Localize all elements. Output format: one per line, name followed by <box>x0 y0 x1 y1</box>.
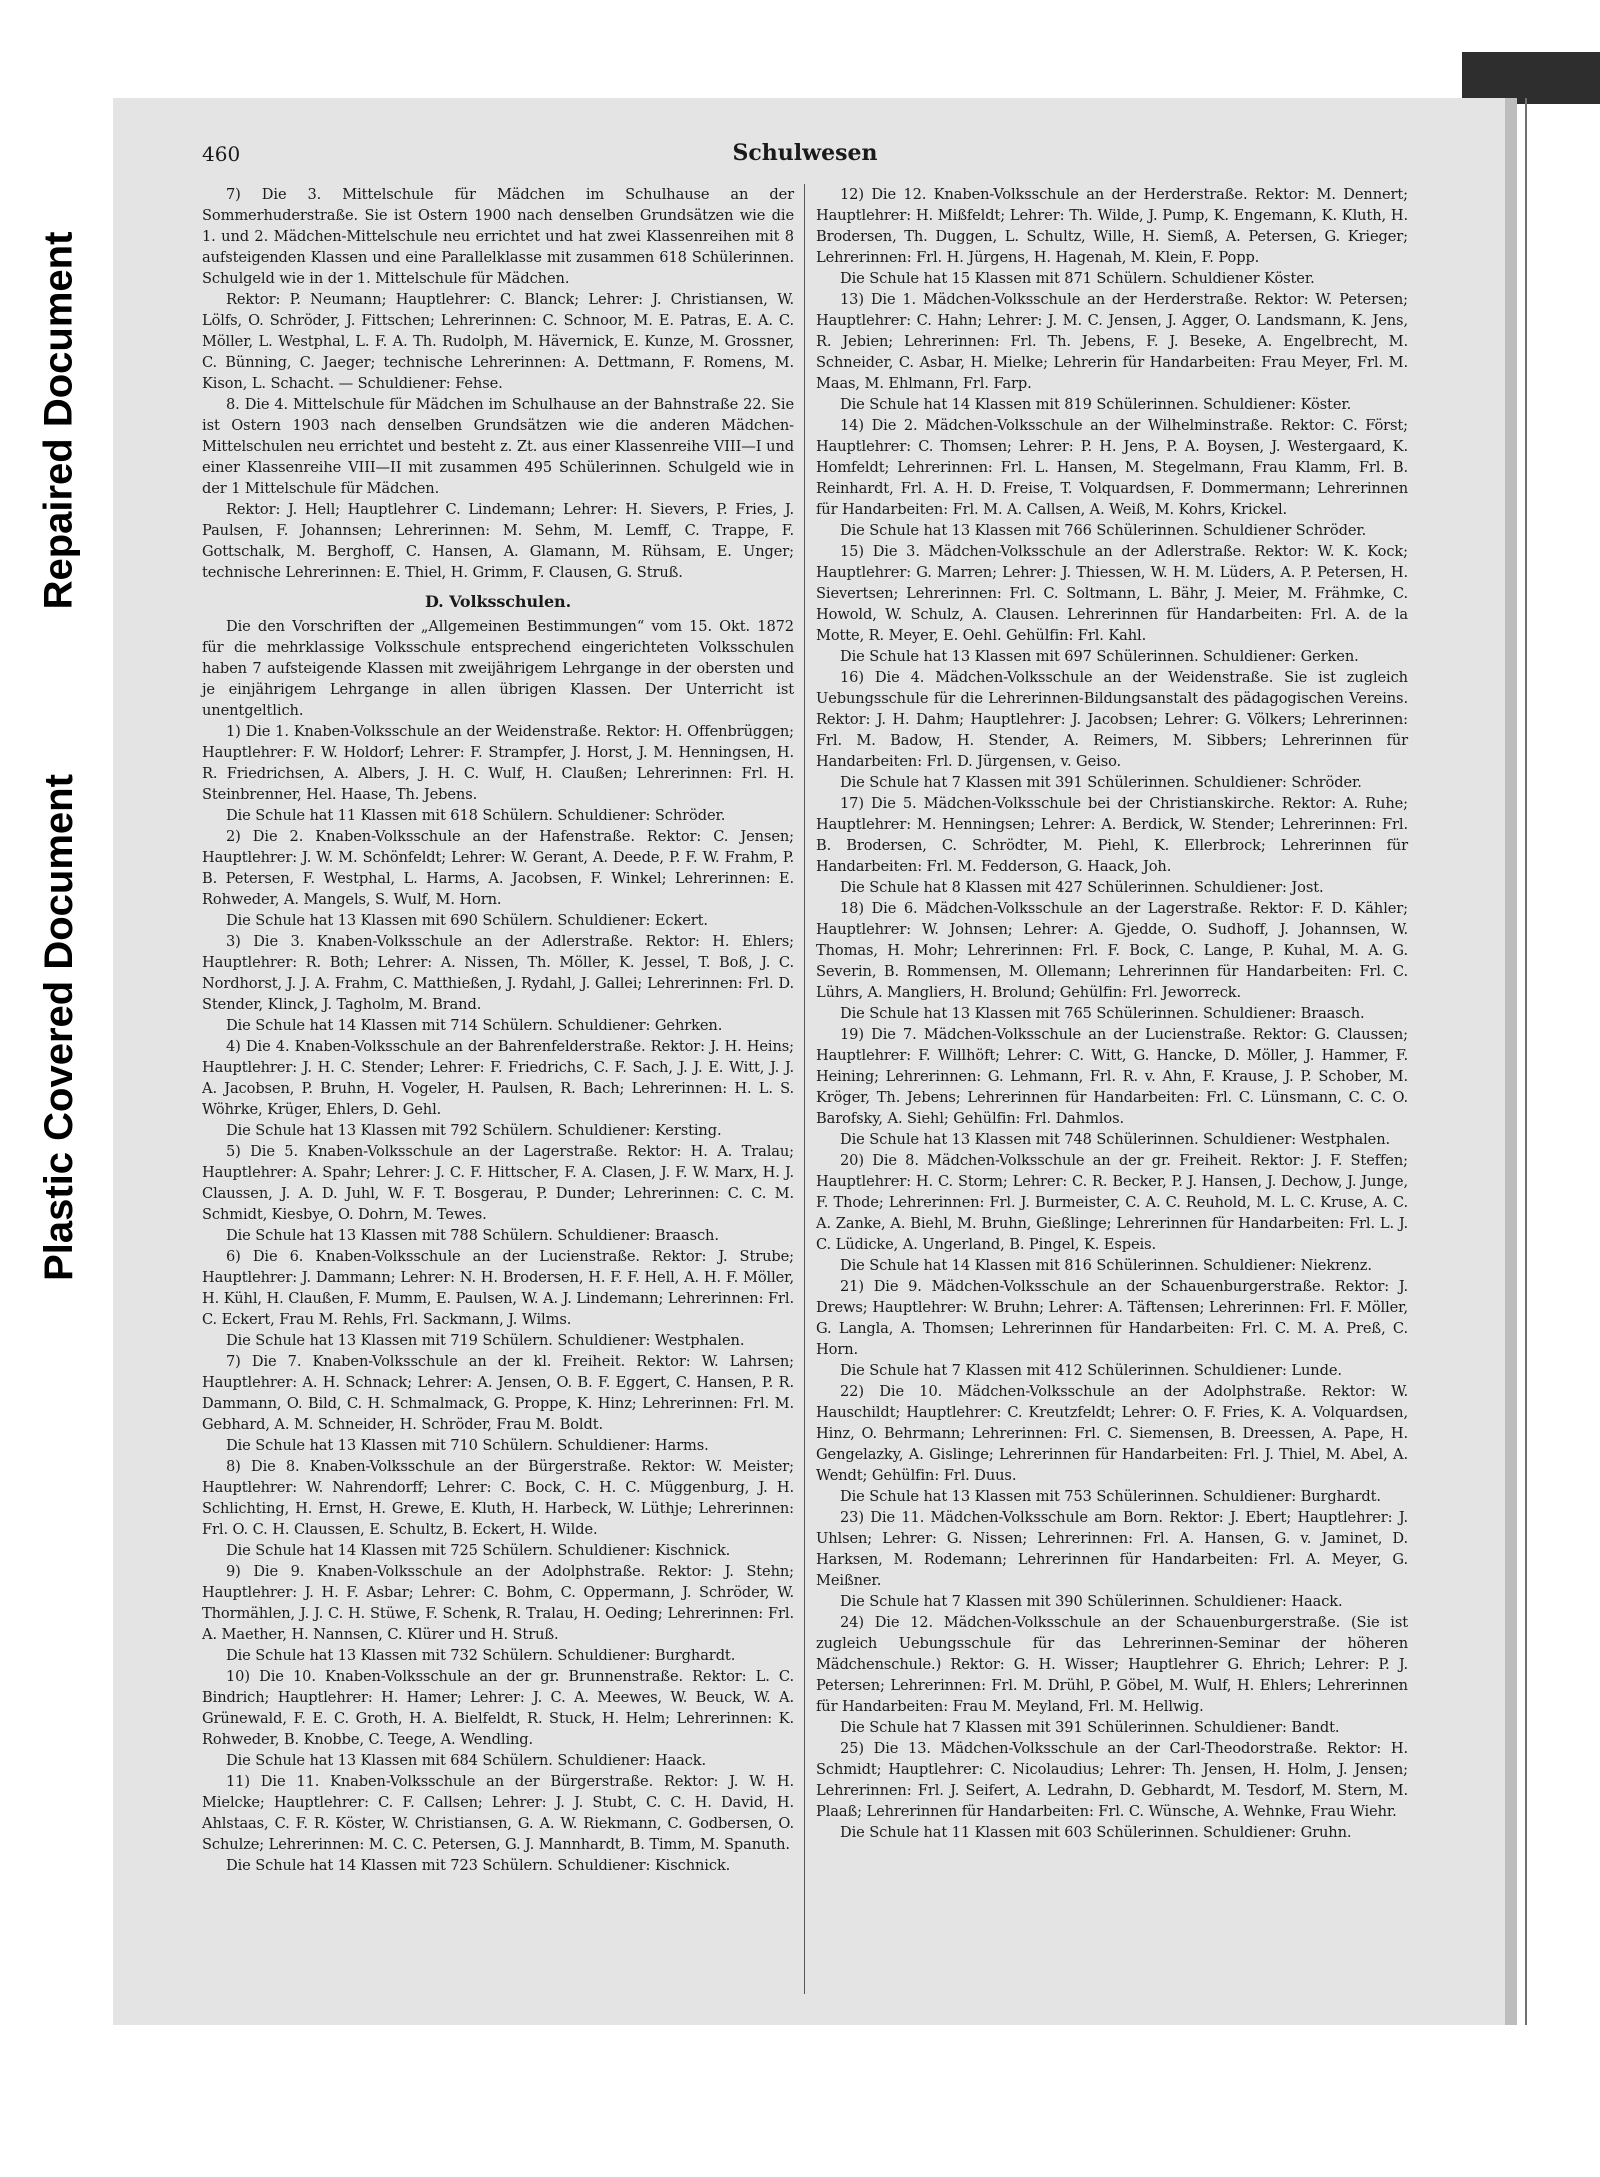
paragraph: 8. Die 4. Mittelschule für Mädchen im Schulhause an der Bahnstraße 22. Sie ist Ostern 1903 nach denselben Grundsätzen wie die anderen Mädchen-Mittelschulen neu errichtet und besteht z. Zt. aus einer Klassenreihe VIII—I und einer Klassenreihe VIII—II mit zusammen 495 Schülerinnen. Schulgeld wie in der 1 Mittelschule für Mädchen. <box>202 396 794 497</box>
paragraph: 8) Die 8. Knaben-Volksschule an der Bürgerstraße. Rektor: W. Meister; Hauptlehrer: W. Nahrendorff; Lehrer: C. Bock, C. H. C. Müggenburg, J. H. Schlichting, H. Ernst, H. Grewe, E. Kluth, H. Harbeck, W. Lüthje; Lehrerinnen: Frl. O. C. H. Claussen, E. Schultz, B. Eckert, H. Wilde. <box>202 1458 794 1538</box>
paragraph: Die Schule hat 15 Klassen mit 871 Schülern. Schuldiener Köster. <box>840 270 1315 287</box>
paragraph: Die Schule hat 7 Klassen mit 391 Schülerinnen. Schuldiener: Schröder. <box>840 774 1362 791</box>
paragraph: 24) Die 12. Mädchen-Volksschule an der Schauenburgerstraße. (Sie ist zugleich Uebungsschule für das Lehrerinnen-Seminar der höheren Mädchenschule.) Rektor: G. H. Wisser; Hauptlehrer G. Ehrich; Lehrer: P. J. Petersen; Lehrerinnen: Frl. M. Drühl, P. Göbel, M. Wulf, H. Ehlers; Lehrerinnen für Handarbeiten: Frau M. Meyland, Frl. M. Hellwig. <box>816 1614 1408 1715</box>
paragraph: 22) Die 10. Mädchen-Volksschule an der Adolphstraße. Rektor: W. Hauschildt; Hauptlehrer: C. Kreutzfeldt; Lehrer: O. F. Fries, K. A. Volquardsen, Hinz, O. Behrmann; Lehrerinnen: Frl. C. Siemensen, B. Dreessen, A. Pape, H. Gengelazky, A. Gislinge; Lehrerinnen für Handarbeiten: Frl. J. Thiel, M. Abel, A. Wendt; Gehülfin: Frl. Duus. <box>816 1383 1408 1484</box>
paragraph: Die Schule hat 13 Klassen mit 697 Schülerinnen. Schuldiener: Gerken. <box>840 648 1359 665</box>
paragraph: Die Schule hat 7 Klassen mit 390 Schülerinnen. Schuldiener: Haack. <box>840 1593 1343 1610</box>
section-heading: D. Volksschulen. <box>424 592 572 611</box>
paragraph: Die Schule hat 13 Klassen mit 684 Schülern. Schuldiener: Haack. <box>226 1752 707 1769</box>
paragraph: Die Schule hat 13 Klassen mit 792 Schülern. Schuldiener: Kersting. <box>226 1122 722 1139</box>
scanned-page-edge <box>1505 98 1517 2025</box>
paragraph: Die den Vorschriften der „Allgemeinen Bestimmungen“ vom 15. Okt. 1872 für die mehrklassige Volksschule entsprechend eingerichteten Volksschulen haben 7 aufsteigende Klassen mit zweijährigem Lehrgange in der obersten und je einjährigem Lehrgange in allen übrigen Klassen. Der Unterricht ist unentgeltlich. <box>202 618 794 719</box>
paragraph: 17) Die 5. Mädchen-Volksschule bei der Christianskirche. Rektor: A. Ruhe; Hauptlehrer: M. Henningsen; Lehrer: A. Berdick, W. Stender; Lehrerinnen: Frl. B. Brodersen, C. Schrödter, M. Piehl, K. Ellerbrock; Lehrerinnen für Handarbeiten: Frl. M. Fedderson, G. Haack, Joh. <box>816 795 1408 875</box>
paragraph: Die Schule hat 14 Klassen mit 723 Schülern. Schuldiener: Kischnick. <box>226 1857 731 1874</box>
paragraph: 2) Die 2. Knaben-Volksschule an der Hafenstraße. Rektor: C. Jensen; Hauptlehrer: J. W. M. Schönfeldt; Lehrer: W. Gerant, A. Deede, P. F. W. Frahm, P. B. Petersen, F. Westphal, L. Harms, A. Jacobsen, F. Winkel; Lehrerinnen: E. Rohweder, A. Mangels, S. Wulf, M. Horn. <box>202 828 794 908</box>
paragraph: Die Schule hat 7 Klassen mit 391 Schülerinnen. Schuldiener: Bandt. <box>840 1719 1340 1736</box>
page-right-rule <box>1525 98 1527 2025</box>
paragraph: Die Schule hat 11 Klassen mit 603 Schülerinnen. Schuldiener: Gruhn. <box>840 1824 1352 1841</box>
paragraph: Rektor: P. Neumann; Hauptlehrer: C. Blanck; Lehrer: J. Christiansen, W. Lölfs, O. Schröder, J. Fittschen; Lehrerinnen: C. Schnoor, M. E. Patras, E. A. C. Möller, L. Westphal, L. F. A. Th. Rudolph, M. Hävernick, E. Kunze, M. Grossner, C. Bünning, C. Jaeger; technische Lehrerinnen: A. Dettmann, F. Romens, M. Kison, L. Schacht. — Schuldiener: Fehse. <box>202 291 794 392</box>
paragraph: 11) Die 11. Knaben-Volksschule an der Bürgerstraße. Rektor: J. W. H. Mielcke; Hauptlehrer: C. F. Callsen; Lehrer: J. J. Stubt, C. C. H. David, H. Ahlstaas, C. F. R. Köster, W. Christiansen, G. A. W. Riekmann, C. Godbersen, O. Schulze; Lehrerinnen: M. C. C. Petersen, G. J. Mannhardt, B. Timm, M. Spanuth. <box>202 1773 794 1853</box>
paragraph: 21) Die 9. Mädchen-Volksschule an der Schauenburgerstraße. Rektor: J. Drews; Hauptlehrer: W. Bruhn; Lehrer: A. Täftensen; Lehrerinnen: Frl. F. Möller, G. Langla, A. Thomsen; Lehrerinnen für Handarbeiten: Frl. C. M. A. Preß, C. Horn. <box>816 1278 1408 1358</box>
paragraph: Die Schule hat 14 Klassen mit 725 Schülern. Schuldiener: Kischnick. <box>226 1542 731 1559</box>
plastic-covered-document-label <box>4 755 114 1300</box>
paragraph: 7) Die 3. Mittelschule für Mädchen im Schulhause an der Sommerhuderstraße. Sie ist Ostern 1900 nach denselben Grundsätzen wie die 1. und 2. Mädchen-Mittelschule neu errichtet und hat zwei Klassenreihen mit 8 aufsteigenden Klassen und eine Parallelklasse mit zusammen 618 Schülerinnen. Schulgeld wie in der 1. Mittelschule für Mädchen. <box>202 186 794 287</box>
paragraph: Die Schule hat 13 Klassen mit 788 Schülern. Schuldiener: Braasch. <box>226 1227 719 1244</box>
repaired-document-label <box>4 150 114 690</box>
paragraph: 20) Die 8. Mädchen-Volksschule an der gr. Freiheit. Rektor: J. F. Steffen; Hauptlehrer: H. C. Storm; Lehrer: C. R. Becker, P. J. Hansen, J. Dechow, J. Junge, F. Thode; Lehrerinnen: Frl. J. Burmeister, C. A. C. Reuhold, M. L. C. Kruse, A. C. A. Zanke, A. Biehl, M. Bruhn, Gießlinge; Lehrerinnen für Handarbeiten: Frl. L. J. C. Lüdicke, A. Ungerland, B. Pingel, K. Espeis. <box>816 1152 1408 1253</box>
paragraph: Die Schule hat 8 Klassen mit 427 Schülerinnen. Schuldiener: Jost. <box>840 879 1324 896</box>
plastic-covered-document-label-text: Plastic Covered Document <box>36 774 81 1281</box>
paragraph: 16) Die 4. Mädchen-Volksschule an der Weidenstraße. Sie ist zugleich Uebungsschule für die Lehrerinnen-Bildungsanstalt des pädagogischen Vereins. Rektor: J. H. Dahm; Hauptlehrer: J. Jacobsen; Lehrer: G. Völkers; Lehrerinnen: Frl. M. Badow, H. Stender, A. Reimers, M. Sibbers; Lehrerinnen für Handarbeiten: Frl. D. Jürgensen, v. Geiso. <box>816 669 1408 770</box>
dark-corner-tab <box>1462 52 1600 104</box>
column-divider <box>804 184 805 1994</box>
paragraph: Die Schule hat 14 Klassen mit 819 Schülerinnen. Schuldiener: Köster. <box>840 396 1352 413</box>
paragraph: 15) Die 3. Mädchen-Volksschule an der Adlerstraße. Rektor: W. K. Kock; Hauptlehrer: G. Marren; Lehrer: J. Thiessen, W. H. M. Lüders, A. P. Petersen, H. Sievertsen; Lehrerinnen: Frl. C. Soltmann, L. Bähr, J. Meier, M. Frähmke, C. Howold, W. Schulz, A. Clausen. Lehrerinnen für Handarbeiten: Frl. A. de la Motte, R. Meyer, E. Oehl. Gehülfin: Frl. Kahl. <box>816 543 1408 644</box>
paragraph: 3) Die 3. Knaben-Volksschule an der Adlerstraße. Rektor: H. Ehlers; Hauptlehrer: R. Both; Lehrer: A. Nissen, Th. Möller, K. Jessel, T. Boß, J. C. Nordhorst, J. J. A. Frahm, C. Matthießen, J. Rydahl, J. Gallei; Lehrerinnen: Frl. D. Stender, Klinck, J. Tagholm, M. Brand. <box>202 933 794 1013</box>
paragraph: Die Schule hat 13 Klassen mit 719 Schülern. Schuldiener: Westphalen. <box>226 1332 745 1349</box>
paragraph: Die Schule hat 13 Klassen mit 732 Schülern. Schuldiener: Burghardt. <box>226 1647 736 1664</box>
paragraph: Die Schule hat 13 Klassen mit 753 Schülerinnen. Schuldiener: Burghardt. <box>840 1488 1381 1505</box>
page-header <box>202 140 1408 176</box>
page-title: Schulwesen <box>732 140 878 166</box>
paragraph: Die Schule hat 14 Klassen mit 816 Schülerinnen. Schuldiener: Niekrenz. <box>840 1257 1372 1274</box>
paragraph: 10) Die 10. Knaben-Volksschule an der gr. Brunnenstraße. Rektor: L. C. Bindrich; Hauptlehrer: H. Hamer; Lehrer: J. C. A. Meewes, W. Beuck, W. A. Grünewald, F. E. C. Groth, H. A. Bielfeldt, R. Stuck, H. Helm; Lehrerinnen: K. Rohweder, B. Knobbe, C. Teege, A. Wendling. <box>202 1668 794 1748</box>
paragraph: 9) Die 9. Knaben-Volksschule an der Adolphstraße. Rektor: J. Stehn; Hauptlehrer: J. H. F. Asbar; Lehrer: C. Bohm, C. Oppermann, J. Schröder, W. Thormählen, J. J. C. H. Stüwe, F. Schenk, R. Tralau, H. Oeding; Lehrerinnen: Frl. A. Maether, H. Nannsen, C. Klürer und H. Struß. <box>202 1563 794 1643</box>
paragraph: 5) Die 5. Knaben-Volksschule an der Lagerstraße. Rektor: H. A. Tralau; Hauptlehrer: A. Spahr; Lehrer: J. C. F. Hittscher, F. A. Clasen, J. F. W. Marx, H. J. Claussen, J. A. D. Juhl, W. F. T. Bosgerau, P. Dunder; Lehrerinnen: C. C. M. Schmidt, Kiesbye, O. Dohrn, M. Tewes. <box>202 1143 794 1223</box>
document-page <box>202 140 1408 2000</box>
paragraph: Die Schule hat 7 Klassen mit 412 Schülerinnen. Schuldiener: Lunde. <box>840 1362 1342 1379</box>
paragraph: 23) Die 11. Mädchen-Volksschule am Born. Rektor: J. Ebert; Hauptlehrer: J. Uhlsen; Lehrer: G. Nissen; Lehrerinnen: Frl. A. Hansen, G. v. Jaminet, D. Harksen, M. Rodemann; Lehrerinnen für Handarbeiten: Frl. A. Meyer, G. Meißner. <box>816 1509 1408 1589</box>
paragraph: 7) Die 7. Knaben-Volksschule an der kl. Freiheit. Rektor: W. Lahrsen; Hauptlehrer: A. H. Schnack; Lehrer: A. Jensen, O. B. F. Eggert, C. Hansen, P. R. Dammann, O. Bild, C. H. Schmalmack, G. Proppe, K. Hinz; Lehrerinnen: Frl. M. Gebhard, A. M. Schneider, H. Schröder, Frau M. Boldt. <box>202 1353 794 1433</box>
paragraph: 19) Die 7. Mädchen-Volksschule an der Lucienstraße. Rektor: G. Claussen; Hauptlehrer: F. Willhöft; Lehrer: C. Witt, G. Hancke, D. Möller, J. Hammer, F. Heining; Lehrerinnen: G. Lehmann, Frl. R. v. Ahn, F. Krause, J. P. Schober, M. Kröger, Th. Jebens; Lehrerinnen für Handarbeiten: Frl. C. Lünsmann, C. C. O. Barofsky, A. Siehl; Gehülfin: Frl. Dahmlos. <box>816 1026 1408 1127</box>
paragraph: Die Schule hat 14 Klassen mit 714 Schülern. Schuldiener: Gehrken. <box>226 1017 723 1034</box>
paragraph: 25) Die 13. Mädchen-Volksschule an der Carl-Theodorstraße. Rektor: H. Schmidt; Hauptlehrer: C. Nicolaudius; Lehrer: Th. Jensen, H. Holm, J. Jensen; Lehrerinnen: Frl. J. Seifert, A. Ledrahn, D. Gebhardt, M. Tesdorf, M. Stern, M. Plaaß; Lehrerinnen für Handarbeiten: Frl. C. Wünsche, A. Wehnke, Frau Wiehr. <box>816 1740 1408 1820</box>
paragraph: 6) Die 6. Knaben-Volksschule an der Lucienstraße. Rektor: J. Strube; Hauptlehrer: J. Dammann; Lehrer: N. H. Brodersen, H. F. F. Hell, A. H. F. Möller, H. Kühl, H. Claußen, F. Mumm, E. Paulsen, W. A. J. Lindemann; Lehrerinnen: Frl. C. Eckert, Frau M. Rehls, Frl. Sackmann, J. Wilms. <box>202 1248 794 1328</box>
paragraph: Die Schule hat 11 Klassen mit 618 Schülern. Schuldiener: Schröder. <box>226 807 726 824</box>
left-column <box>202 184 794 1876</box>
paragraph: Rektor: J. Hell; Hauptlehrer C. Lindemann; Lehrer: H. Sievers, P. Fries, J. Paulsen, F. Johannsen; Lehrerinnen: M. Sehm, M. Lemff, C. Trappe, F. Gottschalk, M. Berghoff, C. Hansen, A. Glamann, M. Rühsam, E. Unger; technische Lehrerinnen: E. Thiel, H. Grimm, F. Clausen, G. Struß. <box>202 501 794 581</box>
paragraph: Die Schule hat 13 Klassen mit 766 Schülerinnen. Schuldiener Schröder. <box>840 522 1367 539</box>
paragraph: Die Schule hat 13 Klassen mit 710 Schülern. Schuldiener: Harms. <box>226 1437 709 1454</box>
paragraph: Die Schule hat 13 Klassen mit 765 Schülerinnen. Schuldiener: Braasch. <box>840 1005 1365 1022</box>
paragraph: 12) Die 12. Knaben-Volksschule an der Herderstraße. Rektor: M. Dennert; Hauptlehrer: H. Mißfeldt; Lehrer: Th. Wilde, J. Pump, K. Engemann, K. Kluth, H. Brodersen, Th. Duggen, L. Schultz, Wille, H. Siemß, A. Petersen, G. Krieger; Lehrerinnen: Frl. H. Jürgens, H. Hagenah, M. Klein, F. Popp. <box>816 186 1408 266</box>
paragraph: 18) Die 6. Mädchen-Volksschule an der Lagerstraße. Rektor: F. D. Kähler; Hauptlehrer: W. Johnsen; Lehrer: A. Gjedde, O. Sudhoff, J. Johannsen, W. Thomas, H. Mohr; Lehrerinnen: Frl. F. Bock, C. Lange, P. Kuhal, M. A. G. Severin, B. Rommensen, M. Ollemann; Lehrerinnen für Handarbeiten: Frl. C. Lührs, A. Mangliers, H. Brolund; Gehülfin: Frl. Jeworreck. <box>816 900 1408 1001</box>
paragraph: 4) Die 4. Knaben-Volksschule an der Bahrenfelderstraße. Rektor: J. H. Heins; Hauptlehrer: J. H. C. Stender; Lehrer: F. Friedrichs, C. F. Sach, J. J. E. Witt, J. J. A. Jacobsen, P. Bruhn, H. Vogeler, H. Paulsen, R. Bach; Lehrerinnen: H. L. S. Wöhrke, Krüger, Ehlers, D. Gehl. <box>202 1038 794 1118</box>
right-column <box>816 184 1408 1843</box>
paragraph: 1) Die 1. Knaben-Volksschule an der Weidenstraße. Rektor: H. Offenbrüggen; Hauptlehrer: F. W. Holdorf; Lehrer: F. Strampfer, J. Horst, J. M. Henningsen, H. R. Friedrichsen, A. Albers, J. H. C. Wulf, H. Claußen; Lehrerinnen: Frl. H. Steinbrenner, Hel. Haase, Th. Jebens. <box>202 723 794 803</box>
paragraph: Die Schule hat 13 Klassen mit 748 Schülerinnen. Schuldiener: Westphalen. <box>840 1131 1391 1148</box>
paragraph: 14) Die 2. Mädchen-Volksschule an der Wilhelminstraße. Rektor: C. Först; Hauptlehrer: C. Thomsen; Lehrer: P. H. Jens, P. A. Boysen, J. Westergaard, K. Homfeldt; Lehrerinnen: Frl. L. Hansen, M. Stegelmann, Frau Klamm, Frl. B. Reinhardt, Frl. A. H. D. Freise, T. Volquardsen, F. Dommermann; Lehrerinnen für Handarbeiten: Frl. M. A. Callsen, A. Weiß, M. Kohrs, Krickel. <box>816 417 1408 518</box>
paragraph: Die Schule hat 13 Klassen mit 690 Schülern. Schuldiener: Eckert. <box>226 912 708 929</box>
repaired-document-label-text: Repaired Document <box>36 231 81 609</box>
page-number: 460 <box>202 142 241 166</box>
paragraph: 13) Die 1. Mädchen-Volksschule an der Herderstraße. Rektor: W. Petersen; Hauptlehrer: C. Hahn; Lehrer: J. M. C. Jensen, J. Agger, O. Landsmann, K. Jens, R. Jebien; Lehrerinnen: Frl. Th. Jebens, F. J. Beseke, A. Engelbrecht, M. Schneider, C. Asbar, H. Mielke; Lehrerin für Handarbeiten: Frau Meyer, Frl. M. Maas, M. Ehlmann, Frl. Farp. <box>816 291 1408 392</box>
